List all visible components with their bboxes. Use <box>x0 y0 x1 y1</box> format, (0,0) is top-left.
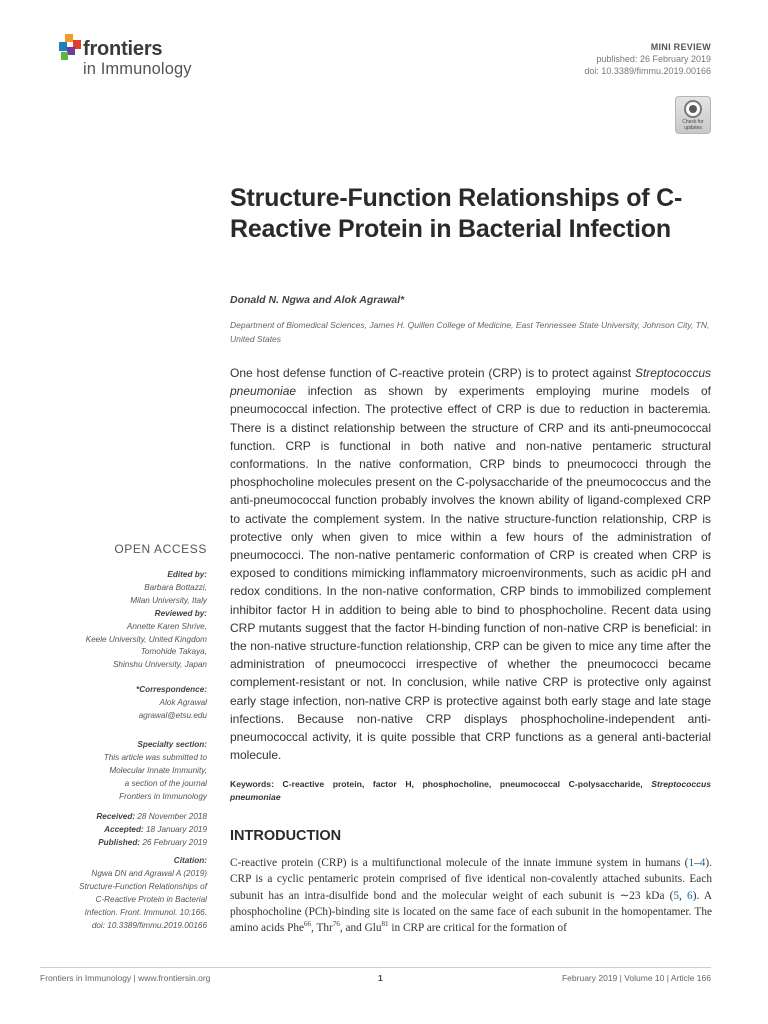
specialty-line: Frontiers in Immunology <box>119 791 207 801</box>
article-meta <box>584 41 711 77</box>
edited-by-label: Edited by: <box>167 570 207 579</box>
specialty-line: a section of the journal <box>124 778 207 788</box>
article-type: MINI REVIEW <box>650 42 711 52</box>
abstract <box>230 364 711 764</box>
citation-link-6[interactable]: 6 <box>687 889 693 902</box>
reviewer-affiliation: Shinshu University, Japan <box>112 660 207 670</box>
superscript: 66 <box>304 920 312 929</box>
editor-name: Barbara Bottazzi, <box>144 582 207 592</box>
citation-link-5[interactable]: 5 <box>673 889 680 902</box>
citation-line: Ngwa DN and Agrawal A (2019) <box>91 868 207 878</box>
superscript: 81 <box>381 920 389 929</box>
received-value: 28 November 2018 <box>135 812 207 821</box>
article-title: Structure-Function Relationships of C-Reactive Protein in Bacterial Infection <box>230 184 683 243</box>
published-value: 26 February 2019 <box>140 837 207 847</box>
footer-divider <box>40 967 711 968</box>
journal-name: in Immunology <box>83 60 192 78</box>
editor-affiliation: Milan University, Italy <box>130 595 207 605</box>
accepted-label: Accepted: <box>104 824 144 834</box>
brand-name: frontiers <box>83 38 163 60</box>
specialty-label: Specialty section: <box>137 740 207 749</box>
sidebar-dates <box>40 811 207 850</box>
frontiers-logo-icon <box>56 34 82 60</box>
correspondence-name: Alok Agrawal <box>159 697 207 707</box>
keywords <box>230 778 711 803</box>
sidebar-citation <box>40 855 207 932</box>
intro-text-span: ). A phosphocholine (PCh)-binding site is located on the same face of each subunit in the homopentamer. The amino acids Phe <box>230 889 712 935</box>
keywords-text: C-reactive protein, factor H, phosphocholine, pneumococcal C-polysaccharide, <box>273 779 652 789</box>
sidebar-editors <box>40 569 207 672</box>
introduction-text <box>230 855 712 936</box>
intro-text-span: C-reactive protein (CRP) is a multifunctional molecule of the innate immune system in humans ( <box>230 857 689 869</box>
introduction-heading: INTRODUCTION <box>230 828 342 844</box>
citation-link-4[interactable]: 4 <box>699 857 706 869</box>
specialty-line: Molecular Innate Immunity, <box>109 765 207 775</box>
intro-text-span: – <box>694 857 700 869</box>
intro-text-span: , Thr <box>311 922 333 935</box>
intro-text-span: ). CRP is a cyclic pentameric protein comprised of five identical non-covalently attached subunits. Each subunit has an intra-disulfide bond and the molecular weight of each subunit is ∼23 kDa ( <box>230 857 712 902</box>
published-label: Published: <box>98 837 141 847</box>
specialty-line: This article was submitted to <box>103 752 207 762</box>
affiliation: Department of Biomedical Sciences, James H. Quillen College of Medicine, East Tennessee State University, Johnson City, TN, United States <box>230 320 710 344</box>
intro-text-span: in CRP are critical for the formation of <box>388 922 567 935</box>
intro-text-span: , <box>679 889 688 902</box>
article-doi[interactable]: doi: 10.3389/fimmu.2019.00166 <box>584 66 711 76</box>
citation-line: Infection. Front. Immunol. 10:166. <box>84 907 207 917</box>
abstract-species: Streptococcus pneumoniae <box>230 366 711 399</box>
accepted-date <box>40 824 207 837</box>
citation-link-1[interactable]: 1 <box>688 857 695 869</box>
page-number: 1 <box>378 973 383 983</box>
citation-line: Structure-Function Relationships of <box>79 881 207 891</box>
published-date-sidebar <box>40 837 207 850</box>
abstract-text: One host defense function of C-reactive protein (CRP) is to protect against <box>230 366 635 380</box>
superscript: 76 <box>332 920 340 929</box>
published-date: published: 26 February 2019 <box>596 54 711 64</box>
reviewer-name: Annette Karen Shrive, <box>126 621 207 631</box>
check-for-updates-button[interactable] <box>675 96 711 134</box>
intro-text-span: , and Glu <box>339 922 382 935</box>
check-updates-label: Check for updates <box>682 119 704 131</box>
correspondence-email[interactable]: agrawal@etsu.edu <box>138 710 207 720</box>
journal-logo <box>56 34 256 80</box>
sidebar-specialty <box>40 739 207 804</box>
reviewed-by-label: Reviewed by: <box>154 608 207 618</box>
accepted-value: 18 January 2019 <box>143 824 207 834</box>
keywords-label: Keywords: <box>230 779 274 789</box>
reviewer-affiliation: Keele University, United Kingdom <box>85 634 207 644</box>
citation-label: Citation: <box>173 856 207 865</box>
correspondence-label: *Correspondence: <box>136 685 207 694</box>
sidebar-correspondence <box>40 684 207 723</box>
reviewer-name: Tomohide Takaya, <box>140 647 207 657</box>
received-date <box>40 811 207 824</box>
authors: Donald N. Ngwa and Alok Agrawal* <box>230 294 405 306</box>
citation-line: doi: 10.3389/fimmu.2019.00166 <box>91 920 207 930</box>
received-label: Received: <box>96 812 136 821</box>
keywords-species: Streptococcus pneumoniae <box>230 779 711 802</box>
abstract-text-cont: infection as shown by experiments employing murine models of pneumococcal infection. The protective effect of CRP is due to reduction in bacteremia. There is a distinct relationship between the structure of CRP and its anti-pneumococcal function. CRP is functional in both native and non-native pentameric structural conformations. In the native conformation, CRP binds to pneumococci through the phosphocholine molecules present on the C-polysaccharide of the pneumococcus and the anti-pneumococcal function probably involves the known ability of ligand-complexed CRP to activate the complement system. In the native structure-function relationship, CRP is protective only when given to mice within a few hours of the administration of pneumococci. The non-native pentameric conformation of CRP is created when CRP is exposed to conditions mimicking inflammatory microenvironments, such as acidic pH and redox conditions. In the non-native conformation, CRP binds to immobilized complement inhibitor factor H in addition to being able to bind to phosphocholine. Recent data using CRP mutants suggest that the factor H-binding function of non-native CRP is beneficial: in the non-native structure-function relationship, CRP can be given to mice any time after the administration of pneumococci irrespective of whether the pneumococci became complement-resistant or not. In conclusion, while native CRP is protective only against early stage infection, non-native CRP is protective against both early stage and late stage infections. Because non-native CRP displays phosphocholine-independent anti-pneumococcal activity, it is quite possible that CRP functions as a general anti-bacterial molecule. <box>230 384 711 763</box>
open-access-label: OPEN ACCESS <box>114 542 207 556</box>
footer-issue: February 2019 | Volume 10 | Article 166 <box>561 973 711 983</box>
check-updates-icon <box>684 100 702 118</box>
citation-line: C-Reactive Protein in Bacterial <box>95 894 207 904</box>
footer-journal[interactable]: Frontiers in Immunology | www.frontiersin.org <box>40 973 211 983</box>
